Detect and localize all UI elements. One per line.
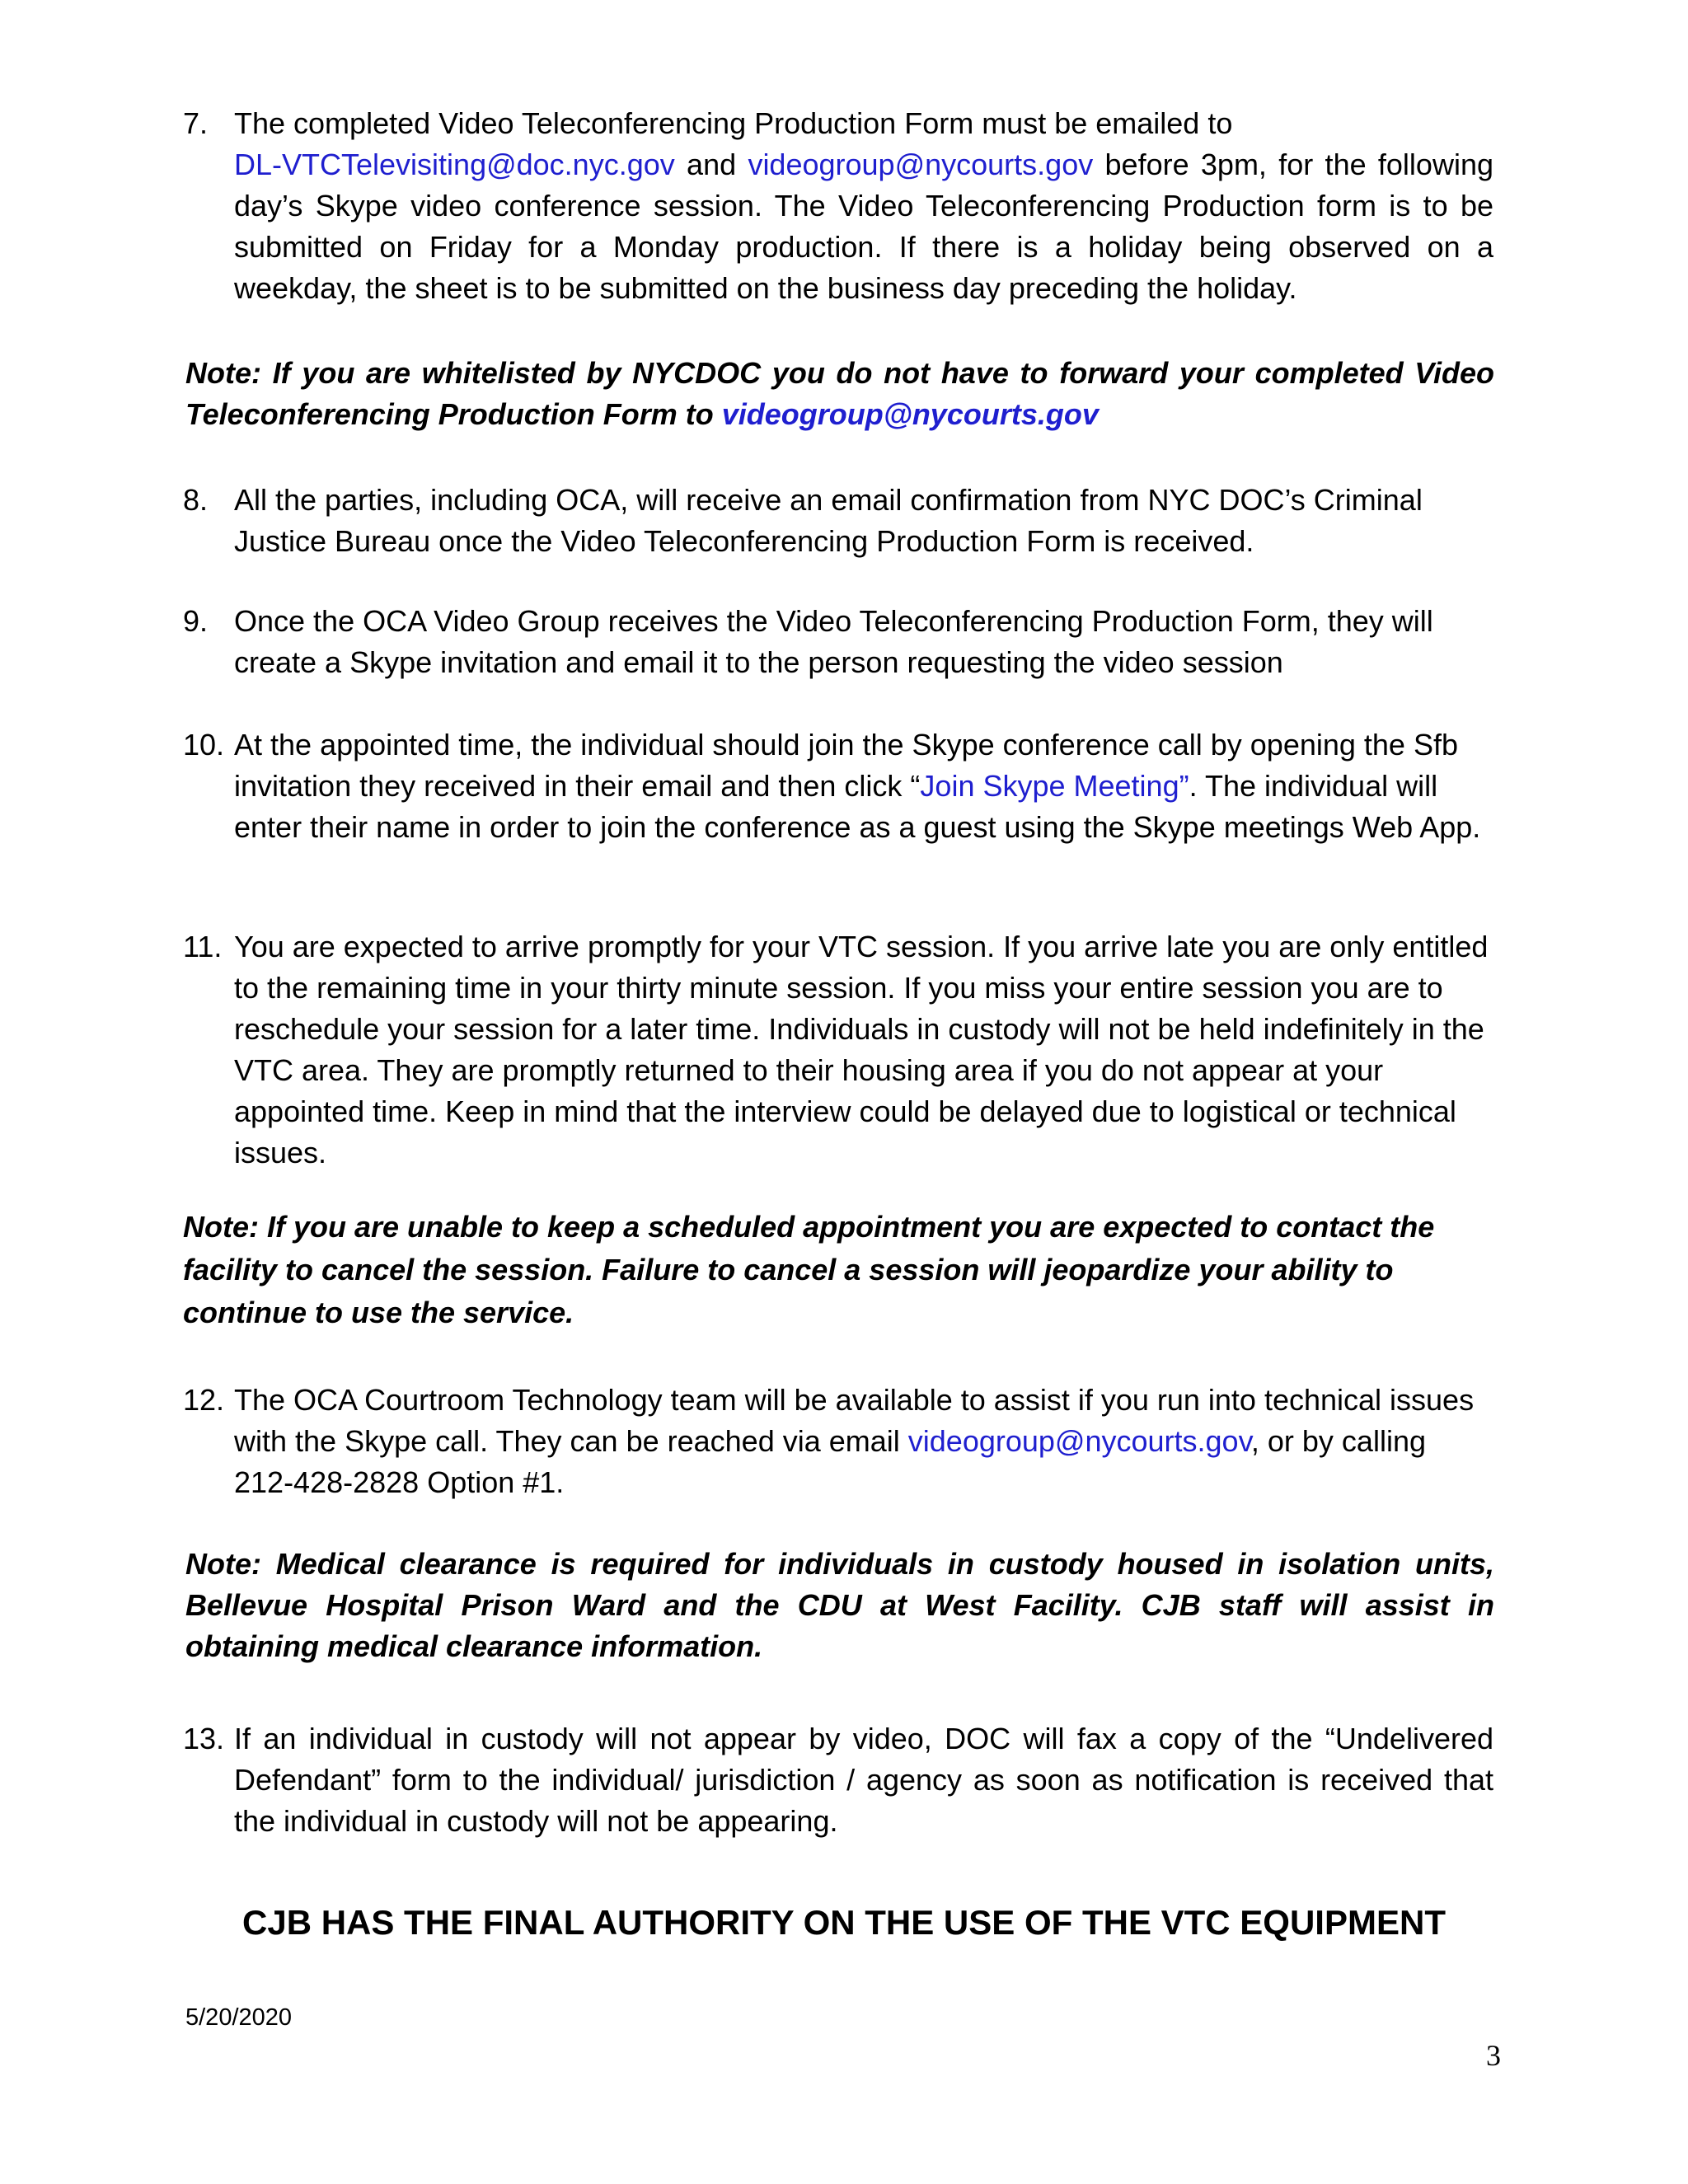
list-item-body <box>234 103 1493 309</box>
list-number: 10. <box>183 728 225 762</box>
list-item-body: If an individual in custody will not appear by video, DOC will fax a copy of the “Undelivered Defendant” form to the individual/ jurisdiction / agency as soon as notification is received that the individual in custody will not be appearing. <box>234 1722 1493 1838</box>
note-medical: Note: Medical clearance is required for individuals in custody housed in isolation units, Bellevue Hospital Prison Ward and the CDU at West Facility. CJB staff will assist in obtaining medical clearance information. <box>185 1547 1494 1663</box>
list-number: 8. <box>183 483 209 517</box>
list-number: 7. <box>183 106 209 140</box>
email-link-doc[interactable]: DL-VTCTelevisiting@doc.nyc.gov <box>234 148 675 181</box>
page-number: 3 <box>1486 2039 1501 2072</box>
list-item-13 <box>183 1718 1493 1842</box>
list-item-10 <box>183 724 1493 848</box>
list-item-body <box>234 1380 1493 1503</box>
list-number: 11. <box>183 930 223 963</box>
list-item-11 <box>183 926 1493 1174</box>
email-link-videogroup[interactable]: videogroup@nycourts.gov <box>748 148 1094 181</box>
note-text: Note: If you are whitelisted by NYCDOC you do not have to forward your completed Video Teleconferencing Production Form to <box>185 356 1494 431</box>
list-item-body <box>234 724 1493 848</box>
list-item-body: You are expected to arrive promptly for your VTC session. If you arrive late you are only entitled to the remaining time in your thirty minute session. If you miss your entire session you are to reschedule your session for a later time. Individuals in custody will not be held indefinitely in the VTC area. They are promptly returned to their housing area if you do not appear at your appointed time. Keep in mind that the interview could be delayed due to logistical or technical issues. <box>234 930 1489 1169</box>
document-date: 5/20/2020 <box>185 2004 293 2031</box>
list-item-8 <box>183 480 1493 562</box>
item-text: At the appointed time, the individual should join the Skype conference call by opening the Sfb invitation they received in their email and then click “ <box>234 728 1458 803</box>
list-item-7 <box>183 103 1493 309</box>
item-text: The completed Video Teleconferencing Production Form must be emailed to <box>234 106 1233 140</box>
list-item-9 <box>183 601 1493 683</box>
note-cancel: Note: If you are unable to keep a scheduled appointment you are expected to contact the facility to cancel the session. Failure to cancel a session will jeopardize your ability to continue to use the service. <box>183 1210 1435 1329</box>
item-text: and <box>674 148 748 181</box>
list-item-12 <box>183 1380 1493 1503</box>
list-item-body: Once the OCA Video Group receives the Video Teleconferencing Production Form, they will create a Skype invitation and email it to the person requesting the video session <box>234 604 1433 679</box>
email-link-videogroup[interactable]: videogroup@nycourts.gov <box>907 1424 1251 1458</box>
list-number: 12. <box>183 1383 225 1417</box>
list-item-body: All the parties, including OCA, will receive an email confirmation from NYC DOC’s Criminal Justice Bureau once the Video Teleconferencing Production Form is received. <box>234 483 1423 558</box>
list-number: 13. <box>183 1722 225 1755</box>
item-text: The OCA Courtroom Technology team will be available to assist if you run into technical issues with the Skype call. They can be reached via email <box>234 1383 1475 1458</box>
join-skype-meeting-link[interactable]: Join Skype Meeting” <box>920 769 1189 803</box>
final-authority-heading: CJB HAS THE FINAL AUTHORITY ON THE USE OF THE VTC EQUIPMENT <box>242 1903 1446 1942</box>
item-text: before 3pm, for the following day’s Skype video conference session. The Video Teleconferencing Production form is to be submitted on Friday for a Monday production. If there is a holiday being observed on a weekday, the sheet is to be submitted on the business day preceding the holiday. <box>234 148 1493 305</box>
item-text: , or by calling 212-428-2828 Option #1. <box>234 1424 1426 1499</box>
list-number: 9. <box>183 604 209 638</box>
email-link-videogroup[interactable]: videogroup@nycourts.gov <box>721 397 1099 431</box>
note-whitelist <box>185 353 1494 435</box>
item-text: . The individual will enter their name in order to join the conference as a guest using the Skype meetings Web App. <box>234 769 1481 844</box>
